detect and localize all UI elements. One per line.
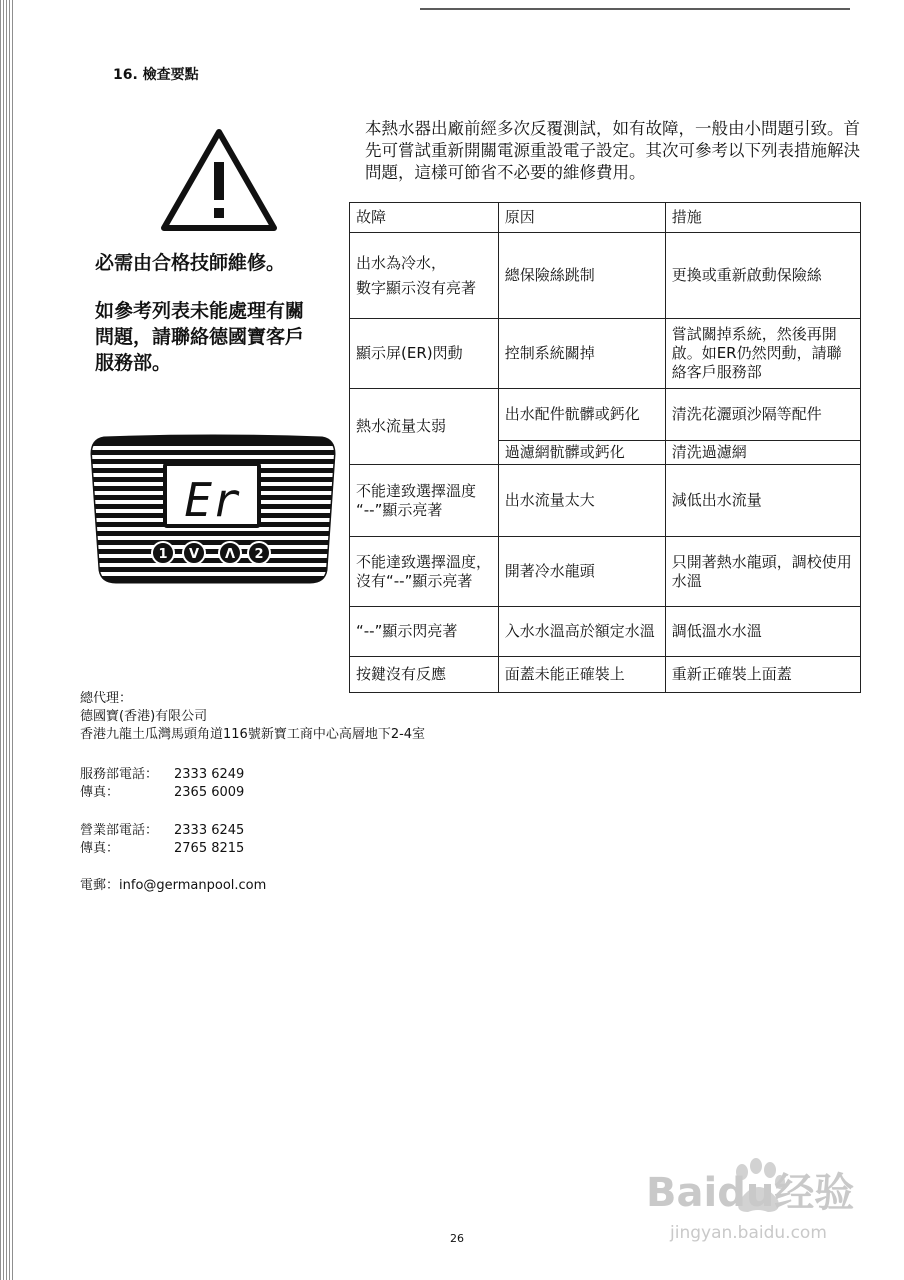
table-row — [350, 657, 861, 693]
action-cell: 清洗花灑頭沙隔等配件 — [665, 389, 860, 441]
table-row — [350, 319, 861, 389]
fault-cell: “--”顯示閃亮著 — [350, 607, 499, 657]
cause-cell: 面蓋未能正確裝上 — [498, 657, 665, 693]
email-address: info@germanpool.com — [119, 878, 267, 893]
action-cell: 調低溫水水溫 — [665, 607, 860, 657]
fault-cell: 熱水流量太弱 — [350, 389, 499, 465]
header-fault: 故障 — [350, 203, 499, 233]
service-fax-label: 傳真： — [80, 785, 120, 800]
fault-cell: 不能達致選擇溫度，沒有“--”顯示亮著 — [350, 537, 499, 607]
company-name: 德國寶(香港)有限公司 — [80, 709, 208, 724]
email-label: 電郵： — [80, 878, 120, 893]
sales-tel-label: 營業部電話： — [80, 823, 159, 838]
panel-stripe — [90, 572, 336, 576]
warning-triangle-icon — [160, 128, 278, 232]
action-cell: 重新正確裝上面蓋 — [665, 657, 860, 693]
header-cause: 原因 — [498, 203, 665, 233]
service-tel: 2333 6249 — [174, 767, 245, 782]
cause-cell: 開著冷水龍頭 — [498, 537, 665, 607]
sales-contact — [80, 822, 244, 858]
button-1-label: 1 — [158, 547, 168, 562]
service-fax: 2365 6009 — [174, 785, 245, 800]
display-er: Er — [184, 473, 240, 527]
action-cell: 只開著熱水龍頭，調校使用水溫 — [665, 537, 860, 607]
action-cell: 嘗試關掉系統，然後再開啟。如ER仍然閃動，請聯絡客戶服務部 — [665, 319, 860, 389]
fault-cell: 按鍵沒有反應 — [350, 657, 499, 693]
up-button-label: Λ — [224, 547, 236, 562]
page-number: 26 — [450, 1232, 464, 1245]
baidu-watermark — [640, 1150, 870, 1250]
header-action: 措施 — [665, 203, 860, 233]
sales-tel: 2333 6245 — [174, 823, 245, 838]
cause-cell: 出水流量太大 — [498, 465, 665, 537]
button-2-label: 2 — [254, 547, 264, 562]
fault-cell: 出水為冷水， 數字顯示沒有亮著 — [350, 233, 499, 319]
warning-contact-service: 如參考列表未能處理有關 問題，請聯絡德國寶客戶 服務部。 — [95, 300, 305, 374]
heater-control-panel — [90, 434, 336, 584]
table-header-row — [350, 203, 861, 233]
down-button-label: V — [188, 547, 200, 562]
intro-paragraph: 本熱水器出廠前經多次反覆測試，如有故障，一般由小問題引致。首先可嘗試重新開關電源重設電子設定。其次可參考以下列表措施解決問題，這樣可節省不必要的維修費用。 — [365, 119, 860, 182]
agent-label: 總代理： — [80, 691, 133, 706]
sales-fax-label: 傳真： — [80, 841, 120, 856]
panel-stripe — [90, 455, 336, 459]
watermark-url: jingyan.baidu.com — [670, 1223, 827, 1243]
panel-stripe — [90, 545, 336, 549]
cause-cell: 出水配件骯髒或鈣化 — [498, 389, 665, 441]
table-row — [350, 537, 861, 607]
email-block — [80, 877, 266, 895]
agent-block — [80, 690, 425, 744]
fault-cell: 顯示屏(ER)閃動 — [350, 319, 499, 389]
cause-cell: 總保險絲跳制 — [498, 233, 665, 319]
service-contact — [80, 766, 244, 802]
action-cell: 清洗過濾網 — [665, 441, 860, 465]
table-row — [350, 233, 861, 319]
service-tel-label: 服務部電話： — [80, 767, 159, 782]
fault-cell: 不能達致選擇溫度 “--”顯示亮著 — [350, 465, 499, 537]
panel-stripe — [90, 536, 336, 540]
sales-fax: 2765 8215 — [174, 841, 245, 856]
scan-edge-left — [0, 0, 14, 1280]
cause-cell: 入水水溫高於額定水溫 — [498, 607, 665, 657]
action-cell: 減低出水流量 — [665, 465, 860, 537]
cause-cell: 控制系統關掉 — [498, 319, 665, 389]
panel-stripe — [90, 563, 336, 567]
table-row — [350, 465, 861, 537]
table-row — [350, 389, 861, 441]
warning-qualified-technician: 必需由合格技師維修。 — [95, 252, 286, 274]
cause-cell: 過濾網骯髒或鈣化 — [498, 441, 665, 465]
table-row — [350, 607, 861, 657]
panel-stripe — [90, 554, 336, 558]
scan-edge-top — [420, 8, 850, 13]
action-cell: 更換或重新啟動保險絲 — [665, 233, 860, 319]
troubleshooting-table — [349, 202, 861, 693]
section-title: 16. 檢查要點 — [113, 67, 199, 83]
watermark-brand: Baidu经验 — [646, 1170, 855, 1216]
company-address: 香港九龍土瓜灣馬頭角道116號新寶工商中心高層地下2-4室 — [80, 727, 426, 742]
panel-stripe — [90, 446, 336, 450]
